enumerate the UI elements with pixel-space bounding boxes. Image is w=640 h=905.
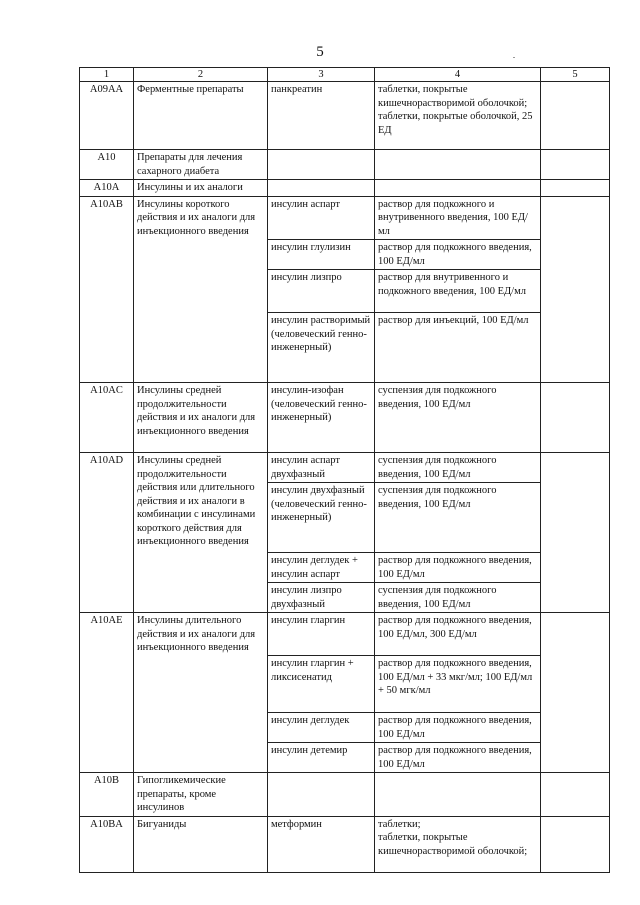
atc-code: A10B [80, 773, 134, 817]
dosage-form: раствор для подкожного введения, 100 ЕД/мл [375, 240, 541, 270]
scan-speck [513, 57, 515, 58]
drug-substance: инсулин аспарт [268, 196, 375, 240]
atc-code: A10AC [80, 383, 134, 453]
drug-group: Инсулины длительного действия и их аналоги для инъекционного введения [134, 613, 268, 773]
drug-list-table [79, 67, 610, 873]
empty-cell [541, 453, 610, 613]
drug-group: Препараты для лечения сахарного диабета [134, 150, 268, 180]
page-number: 5 [316, 44, 324, 60]
column-header-extra: 5 [541, 68, 610, 82]
atc-code: A09AA [80, 82, 134, 150]
empty-cell [541, 773, 610, 817]
dosage-form: суспензия для подкожного введения, 100 ЕД/мл [375, 583, 541, 613]
dosage-form: раствор для внутривенного и подкожного введения, 100 ЕД/мл [375, 270, 541, 313]
drug-group: Инсулины средней продолжительности действия или длительного действия и их аналоги в комбинации с инсулинами короткого действия для инъекционного введения [134, 453, 268, 613]
atc-code: A10AE [80, 613, 134, 773]
atc-code: A10A [80, 180, 134, 197]
column-header-code: 1 [80, 68, 134, 82]
empty-cell [541, 383, 610, 453]
dosage-form: суспензия для подкожного введения, 100 ЕД/мл [375, 483, 541, 553]
empty-cell [375, 180, 541, 197]
dosage-form: раствор для подкожного введения, 100 ЕД/мл [375, 743, 541, 773]
column-header-substance: 3 [268, 68, 375, 82]
atc-code: A10AD [80, 453, 134, 613]
dosage-form: суспензия для подкожного введения, 100 ЕД/мл [375, 383, 541, 453]
drug-substance: инсулин деглудек [268, 713, 375, 743]
empty-cell [375, 773, 541, 817]
drug-group: Гипогликемические препараты, кроме инсулинов [134, 773, 268, 817]
empty-cell [268, 180, 375, 197]
dosage-form: суспензия для подкожного введения, 100 ЕД/мл [375, 453, 541, 483]
drug-substance: инсулин гларгин [268, 613, 375, 656]
empty-cell [541, 816, 610, 872]
dosage-form: таблетки, покрытые кишечнорастворимой оболочкой; таблетки, покрытые оболочкой, 25 ЕД [375, 82, 541, 150]
atc-code: A10 [80, 150, 134, 180]
table-row [80, 453, 610, 483]
dosage-form: раствор для подкожного и внутривенного введения, 100 ЕД/мл [375, 196, 541, 240]
table-header-row [80, 68, 610, 82]
column-header-form: 4 [375, 68, 541, 82]
table-row [80, 773, 610, 817]
drug-substance: метформин [268, 816, 375, 872]
drug-group: Ферментные препараты [134, 82, 268, 150]
drug-substance: инсулин двухфазный (человеческий генно-инженерный) [268, 483, 375, 553]
drug-substance: инсулин детемир [268, 743, 375, 773]
dosage-form: таблетки; таблетки, покрытые кишечнорастворимой оболочкой; [375, 816, 541, 872]
empty-cell [541, 180, 610, 197]
dosage-form: раствор для инъекций, 100 ЕД/мл [375, 313, 541, 383]
table-row [80, 82, 610, 150]
drug-substance: панкреатин [268, 82, 375, 150]
drug-group: Инсулины средней продолжительности действия и их аналоги для инъекционного введения [134, 383, 268, 453]
table-row [80, 180, 610, 197]
dosage-form: раствор для подкожного введения, 100 ЕД/мл [375, 553, 541, 583]
dosage-form: раствор для подкожного введения, 100 ЕД/мл [375, 713, 541, 743]
table-row [80, 150, 610, 180]
empty-cell [268, 773, 375, 817]
empty-cell [541, 196, 610, 383]
table-row [80, 383, 610, 453]
drug-substance: инсулин деглудек + инсулин аспарт [268, 553, 375, 583]
atc-code: A10AB [80, 196, 134, 383]
dosage-form: раствор для подкожного введения, 100 ЕД/мл + 33 мкг/мл; 100 ЕД/мл + 50 мгк/мл [375, 656, 541, 713]
empty-cell [541, 613, 610, 773]
drug-group: Бигуаниды [134, 816, 268, 872]
table-row [80, 816, 610, 872]
atc-code: A10BA [80, 816, 134, 872]
drug-substance: инсулин гларгин + ликсисенатид [268, 656, 375, 713]
empty-cell [541, 150, 610, 180]
empty-cell [268, 150, 375, 180]
table-row [80, 613, 610, 656]
drug-substance: инсулин лизпро [268, 270, 375, 313]
drug-substance: инсулин-изофан (человеческий генно-инженерный) [268, 383, 375, 453]
drug-group: Инсулины короткого действия и их аналоги для инъекционного введения [134, 196, 268, 383]
empty-cell [541, 82, 610, 150]
column-header-group: 2 [134, 68, 268, 82]
empty-cell [375, 150, 541, 180]
drug-substance: инсулин глулизин [268, 240, 375, 270]
table-row [80, 196, 610, 240]
drug-substance: инсулин растворимый (человеческий генно-инженерный) [268, 313, 375, 383]
dosage-form: раствор для подкожного введения, 100 ЕД/мл, 300 ЕД/мл [375, 613, 541, 656]
drug-substance: инсулин лизпро двухфазный [268, 583, 375, 613]
drug-substance: инсулин аспарт двухфазный [268, 453, 375, 483]
drug-group: Инсулины и их аналоги [134, 180, 268, 197]
